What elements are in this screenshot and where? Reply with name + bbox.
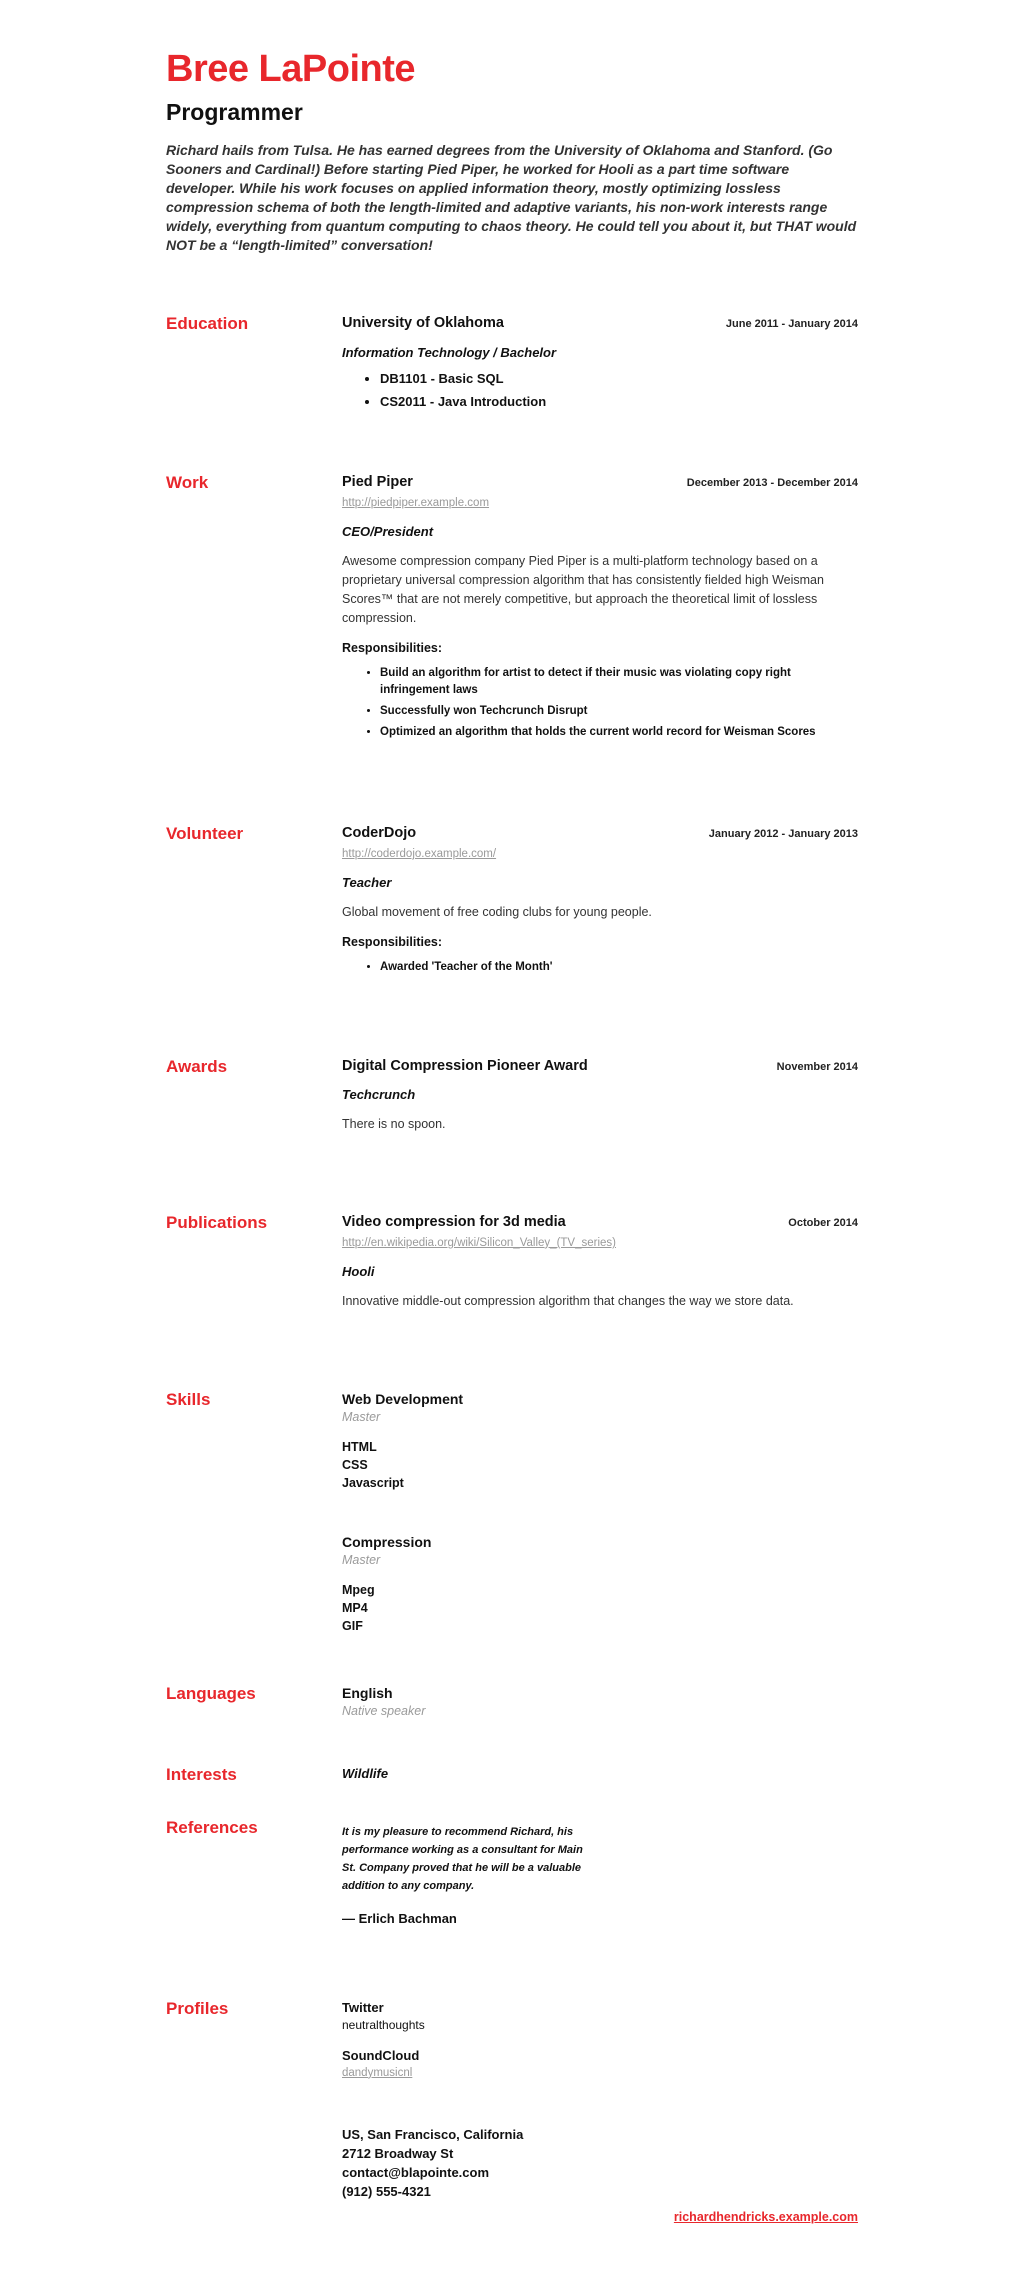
resume-header	[166, 50, 858, 255]
section-interests	[166, 1766, 858, 1785]
interests-body	[342, 1766, 858, 1781]
work-summary: Awesome compression company Pied Piper is a multi-platform technology based on a proprietary universal compression algorithm that has consistently fielded high Weisman Scores™ that are not merely competitive, but approach the theoretical limit of lossless compression.	[342, 553, 824, 625]
section-work	[166, 474, 858, 745]
publication-url-link[interactable]: http://en.wikipedia.org/wiki/Silicon_Valley_(TV_series)	[342, 1236, 616, 1249]
languages-body	[342, 1685, 858, 1718]
section-profiles	[166, 2000, 858, 2081]
volunteer-heading: Volunteer	[166, 823, 244, 843]
profiles-body	[342, 2000, 858, 2081]
work-date: December 2013 - December 2014	[686, 476, 858, 489]
work-url-link[interactable]: http://piedpiper.example.com	[342, 496, 490, 509]
work-highlight: • Successfully won Techcrunch Disrupt	[380, 703, 858, 720]
skill-keyword: Javascript	[342, 1475, 404, 1490]
person-name: Bree LaPointe	[166, 48, 416, 90]
reference-quote: It is my pleasure to recommend Richard, his performance working as a consultant for Main St. Company proved that he will be a valuable addition to any company.	[342, 1825, 583, 1892]
award-date: November 2014	[776, 1060, 858, 1073]
contact-location: US, San Francisco, California	[342, 2126, 524, 2142]
person-job-title: Programmer	[166, 98, 303, 125]
reference-name: — Erlich Bachman	[342, 1910, 457, 1926]
education-area-degree: Information Technology / Bachelor	[342, 344, 557, 360]
resume-page	[166, 0, 858, 2224]
contact-street: 2712 Broadway St	[342, 2145, 454, 2161]
publication-publisher: Hooli	[342, 1263, 375, 1279]
skill-name: Web Development	[342, 1390, 464, 1407]
profile-item-twitter	[342, 2000, 858, 2032]
skill-item	[342, 1391, 858, 1492]
education-date: June 2011 - January 2014	[725, 317, 858, 330]
education-body	[342, 315, 858, 416]
volunteer-responsibilities-label: Responsibilities:	[342, 934, 443, 949]
education-heading: Education	[166, 313, 249, 333]
publication-title-row	[342, 1214, 858, 1230]
skill-keyword: CSS	[342, 1457, 368, 1472]
profile-username: neutralthoughts	[342, 2017, 425, 2032]
volunteer-url-link[interactable]: http://coderdojo.example.com/	[342, 847, 497, 860]
section-awards	[166, 1058, 858, 1134]
education-course-list	[342, 370, 858, 410]
skills-body	[342, 1391, 858, 1635]
volunteer-date: January 2012 - January 2013	[708, 827, 858, 840]
skill-level: Master	[342, 1409, 381, 1424]
work-company: Pied Piper	[342, 473, 413, 490]
work-highlight: • Optimized an algorithm that holds the current world record for Weisman Scores	[380, 724, 858, 741]
course-item: • DB1101 - Basic SQL	[380, 370, 858, 387]
award-title: Digital Compression Pioneer Award	[342, 1057, 588, 1074]
profiles-heading: Profiles	[166, 1998, 229, 2018]
work-position: CEO/President	[342, 523, 434, 539]
languages-heading: Languages	[166, 1683, 256, 1703]
awards-heading: Awards	[166, 1056, 228, 1076]
interest-name: Wildlife	[342, 1765, 389, 1781]
skill-name: Compression	[342, 1533, 432, 1550]
publication-date: October 2014	[788, 1216, 858, 1229]
skill-keywords	[342, 1438, 858, 1492]
education-institution: University of Oklahoma	[342, 314, 504, 331]
section-contact-footer	[166, 2125, 858, 2224]
work-heading: Work	[166, 472, 209, 492]
award-awarder: Techcrunch	[342, 1086, 416, 1102]
section-references	[166, 1819, 858, 1926]
skill-item	[342, 1534, 858, 1635]
publications-heading: Publications	[166, 1212, 268, 1232]
work-body	[342, 474, 858, 745]
interests-heading: Interests	[166, 1764, 237, 1784]
volunteer-summary: Global movement of free coding clubs for young people.	[342, 904, 652, 919]
awards-body	[342, 1058, 858, 1134]
publications-body	[342, 1214, 858, 1311]
skill-keyword: MP4	[342, 1600, 368, 1615]
profile-network: Twitter	[342, 1999, 384, 2015]
work-highlight: • Build an algorithm for artist to detect if their music was violating copy right infringement laws	[380, 665, 858, 699]
skill-keyword: HTML	[342, 1439, 377, 1454]
section-volunteer	[166, 825, 858, 980]
language-fluency: Native speaker	[342, 1703, 426, 1718]
publication-title: Video compression for 3d media	[342, 1213, 566, 1230]
language-name: English	[342, 1684, 393, 1701]
footer-body	[342, 2125, 858, 2224]
contact-phone: (912) 555-4321	[342, 2183, 431, 2199]
volunteer-position: Teacher	[342, 874, 392, 890]
volunteer-body	[342, 825, 858, 980]
publication-summary: Innovative middle-out compression algorithm that changes the way we store data.	[342, 1293, 794, 1308]
volunteer-highlight: • Awarded 'Teacher of the Month'	[380, 959, 858, 976]
volunteer-organization: CoderDojo	[342, 824, 417, 841]
award-title-row	[342, 1058, 858, 1074]
profile-network: SoundCloud	[342, 2047, 420, 2063]
skill-keywords	[342, 1581, 858, 1635]
work-responsibilities-label: Responsibilities:	[342, 640, 443, 655]
work-title-row	[342, 474, 858, 490]
course-item: • CS2011 - Java Introduction	[380, 393, 858, 410]
education-title-row	[342, 315, 858, 331]
section-publications	[166, 1214, 858, 1311]
skill-level: Master	[342, 1552, 381, 1567]
section-languages	[166, 1685, 858, 1718]
award-summary: There is no spoon.	[342, 1116, 446, 1131]
section-skills	[166, 1391, 858, 1635]
work-highlight-list	[342, 665, 858, 741]
volunteer-title-row	[342, 825, 858, 841]
profile-username-link[interactable]: dandymusicnl	[342, 2066, 413, 2079]
skill-keyword: Mpeg	[342, 1582, 375, 1597]
section-education	[166, 315, 858, 416]
volunteer-highlight-list	[342, 959, 858, 976]
skill-keyword: GIF	[342, 1618, 363, 1633]
contact-email: contact@blapointe.com	[342, 2164, 490, 2180]
references-body	[342, 1819, 858, 1926]
personal-website-link[interactable]: richardhendricks.example.com	[673, 2209, 858, 2224]
person-summary: Richard hails from Tulsa. He has earned degrees from the University of Oklahoma and Stanford. (Go Sooners and Cardinal!) Before starting Pied Piper, he worked for Hooli as a part time software developer. While his work focuses on applied information theory, mostly optimizing lossless compression schema of both the length-limited and adaptive variants, his non-work interests range widely, everything from quantum computing to chaos theory. He could tell you about it, but THAT would NOT be a “length-limited” conversation!	[166, 141, 857, 253]
skills-heading: Skills	[166, 1389, 211, 1409]
references-heading: References	[166, 1817, 258, 1837]
profile-item-soundcloud	[342, 2048, 858, 2081]
